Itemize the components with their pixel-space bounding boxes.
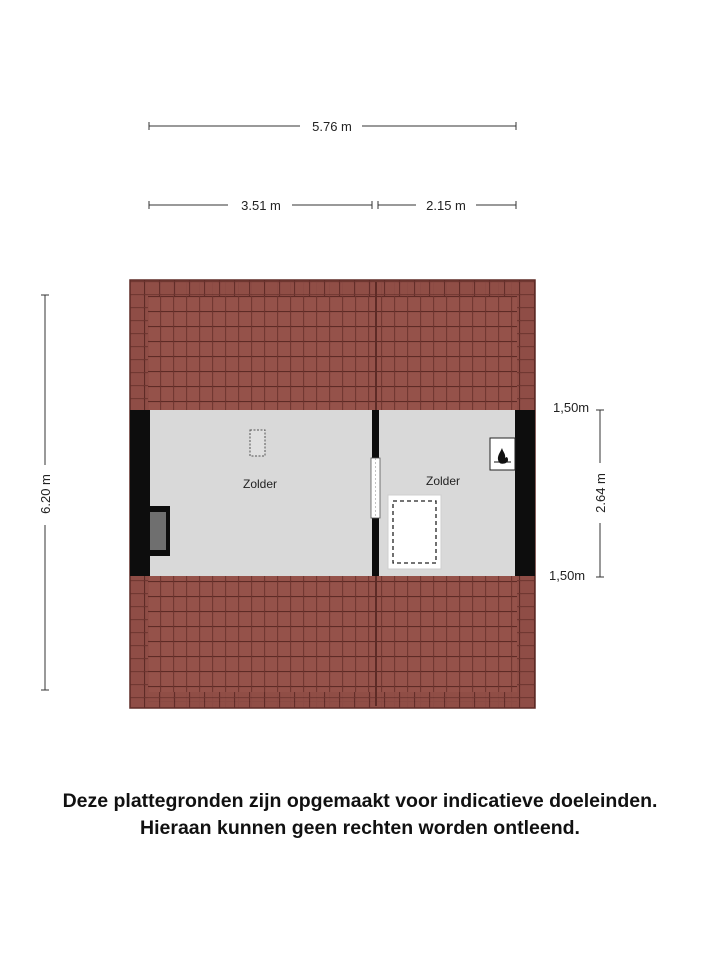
roof-hatch-icon	[388, 495, 441, 569]
dimension-room-depth	[593, 410, 608, 577]
roof-eave-top	[130, 280, 535, 296]
dimension-label: 2.64 m	[593, 473, 608, 513]
dimension-label: 3.51 m	[241, 198, 281, 213]
dimension-right-width	[378, 198, 516, 213]
attic-floor	[130, 410, 535, 576]
dimension-left-width	[149, 198, 372, 213]
roof-eave-bottom	[130, 692, 535, 708]
skylight-icon	[250, 430, 265, 456]
dimension-label: 5.76 m	[312, 119, 352, 134]
knee-wall-height-top: 1,50m	[553, 400, 590, 415]
knee-wall-height-bottom: 1,50m	[549, 568, 586, 583]
disclaimer-line-1: Deze plattegronden zijn opgemaakt voor indicatieve doeleinden.	[62, 790, 658, 812]
chimney-icon	[146, 506, 170, 556]
room-label: Zolder	[242, 477, 278, 491]
boiler-icon	[490, 438, 515, 470]
dimension-label: 2.15 m	[426, 198, 466, 213]
room-label: Zolder	[425, 474, 461, 488]
disclaimer-line-2: Hieraan kunnen geen rechten worden ontleend.	[140, 817, 580, 839]
dimension-label: 6.20 m	[38, 474, 53, 514]
dimension-total-depth	[38, 295, 53, 690]
wall-right	[515, 410, 535, 576]
dimension-total-width	[149, 119, 516, 134]
